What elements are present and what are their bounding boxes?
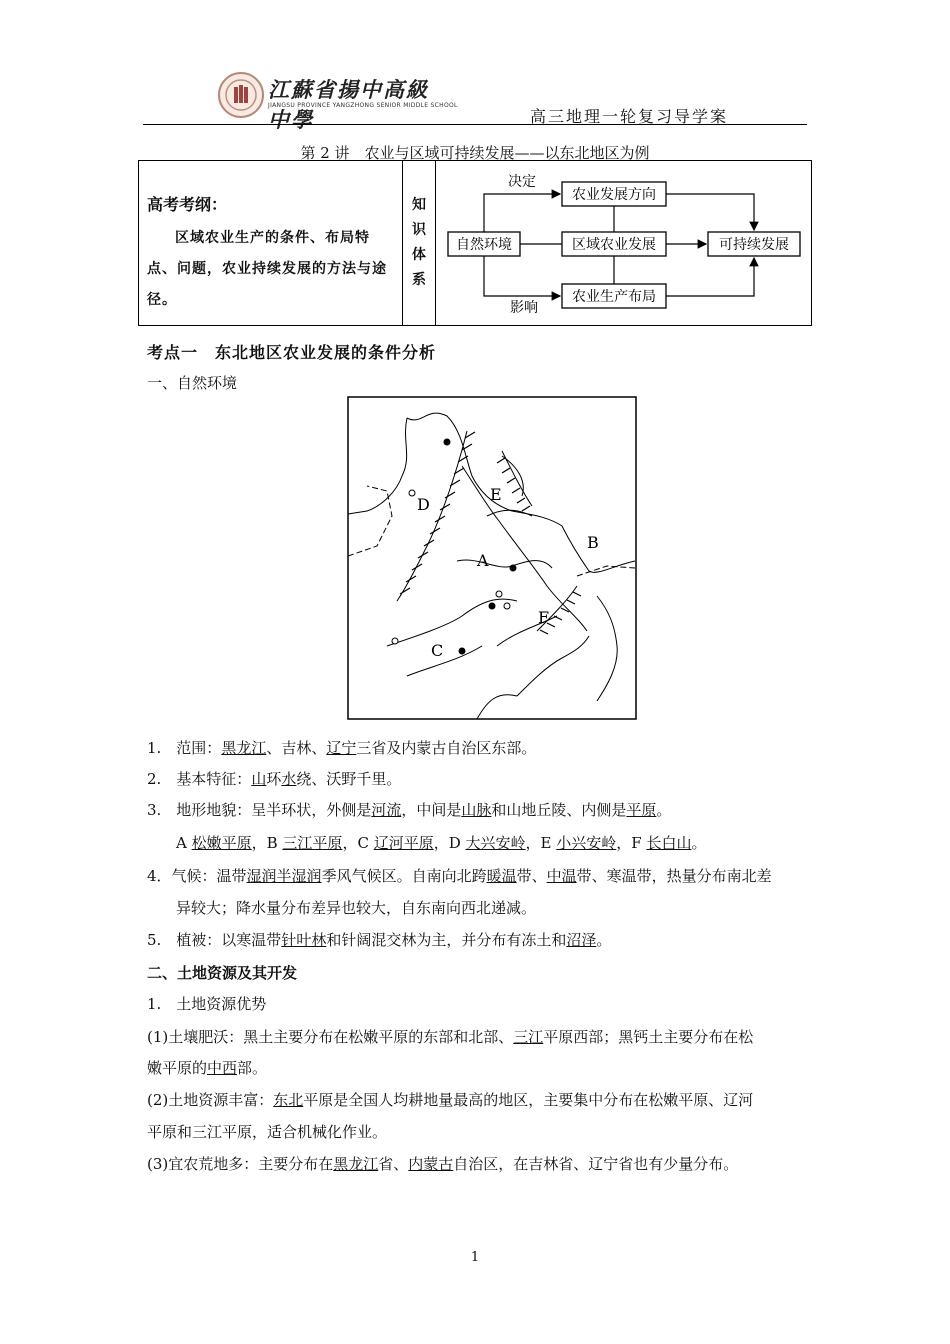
node-direction-label: 农业发展方向 bbox=[572, 187, 656, 203]
map-label-b: B bbox=[587, 533, 599, 552]
exam-outline-body: 区域农业生产的条件、布局特点、问题，农业持续发展的方法与途径。 bbox=[147, 230, 387, 308]
box-divider bbox=[402, 160, 403, 326]
edge-label-influence: 影响 bbox=[510, 300, 538, 316]
school-name-en: JIANGSU PROVINCE YANGZHONG SENIOR MIDDLE SCHOOL bbox=[268, 102, 458, 109]
node-layout-label: 农业生产布局 bbox=[572, 289, 656, 305]
section-title: 考点一 东北地区农业发展的条件分析 bbox=[147, 343, 437, 362]
vertical-label-text: 知识体系 bbox=[412, 197, 426, 288]
northeast-china-map bbox=[347, 396, 637, 720]
para-fertile: (1)土壤肥沃：黑土主要分布在松嫩平原的东部和北部、三江平原西部；黑钙土主要分布在松 bbox=[147, 1028, 754, 1046]
edge-label-decide: 决定 bbox=[508, 174, 536, 190]
item-terrain-labels: A 松嫩平原，B 三江平原，C 辽河平原，D 大兴安岭，E 小兴安岭，F 长白山。 bbox=[176, 834, 707, 852]
city-dot bbox=[489, 603, 496, 610]
para-fertile-cont: 嫩平原的中西部。 bbox=[147, 1059, 268, 1077]
knowledge-system-label bbox=[405, 193, 433, 293]
school-emblem-icon bbox=[218, 72, 264, 118]
para-abundant-cont: 平原和三江平原，适合机械化作业。 bbox=[147, 1123, 388, 1141]
arrow-layout-to-sustainable bbox=[666, 258, 754, 296]
lecture-title: 第 2 讲 农业与区域可持续发展——以东北地区为例 bbox=[300, 144, 650, 162]
map-label-f: F bbox=[538, 608, 550, 627]
map-label-d: D bbox=[417, 495, 430, 514]
arrow-env-to-direction bbox=[484, 194, 560, 232]
node-sustainable-label: 可持续发展 bbox=[719, 237, 789, 253]
subsection-title: 二、土地资源及其开发 bbox=[147, 964, 298, 982]
para-wasteland: (3)宜农荒地多：主要分布在黑龙江省、内蒙古自治区，在吉林省、辽宁省也有少量分布。 bbox=[147, 1155, 739, 1173]
city-dot bbox=[444, 439, 451, 446]
city-circle bbox=[496, 591, 502, 597]
para-abundant: (2)土地资源丰富：东北平原是全国人均耕地量最高的地区，主要集中分布在松嫩平原、辽河 bbox=[147, 1091, 754, 1109]
map-label-e: E bbox=[490, 485, 502, 504]
city-dot bbox=[510, 565, 517, 572]
item-climate: 4．气候：温带湿润半湿润季风气候区。自南向北跨暖温带、中温带、寒温带，热量分布南北差 bbox=[147, 867, 772, 885]
arrow-direction-to-sustainable bbox=[666, 194, 754, 230]
city-circle bbox=[409, 490, 415, 496]
subsection-title: 一、自然环境 bbox=[147, 374, 238, 392]
item-terrain: 3. 地形地貌：呈半环状，外侧是河流，中间是山脉和山地丘陵、内侧是平原。 bbox=[147, 801, 672, 819]
item-climate-cont: 异较大；降水量分布差异也较大，自东南向西北递减。 bbox=[176, 899, 537, 917]
exam-outline-title: 高考考纲： bbox=[147, 195, 228, 214]
item-land-advantage: 1. 土地资源优势 bbox=[147, 995, 267, 1013]
arrow-env-to-layout bbox=[484, 256, 560, 296]
item-features: 2. 基本特征：山环水绕、沃野千里。 bbox=[147, 770, 402, 788]
item-vegetation: 5. 植被：以寒温带针叶林和针阔混交林为主，并分布有冻土和沼泽。 bbox=[147, 931, 612, 949]
school-name-cn: 江蘇省揚中高級中學 bbox=[268, 77, 429, 132]
city-dot bbox=[459, 648, 466, 655]
city-circle bbox=[504, 603, 510, 609]
node-natural-env-label: 自然环境 bbox=[456, 237, 512, 253]
map-label-c: C bbox=[431, 641, 444, 660]
city-circle bbox=[392, 638, 398, 644]
map-label-a: A bbox=[477, 551, 489, 570]
knowledge-flow-diagram bbox=[436, 160, 811, 326]
item-scope: 1. 范围：黑龙江、吉林、辽宁三省及内蒙古自治区东部。 bbox=[147, 739, 537, 757]
header-divider bbox=[143, 124, 807, 125]
page-number: 1 bbox=[470, 1250, 480, 1265]
school-logo bbox=[218, 72, 458, 132]
doc-type: 高三地理一轮复习导学案 bbox=[530, 107, 729, 126]
node-regional-label: 区域农业发展 bbox=[572, 237, 656, 253]
